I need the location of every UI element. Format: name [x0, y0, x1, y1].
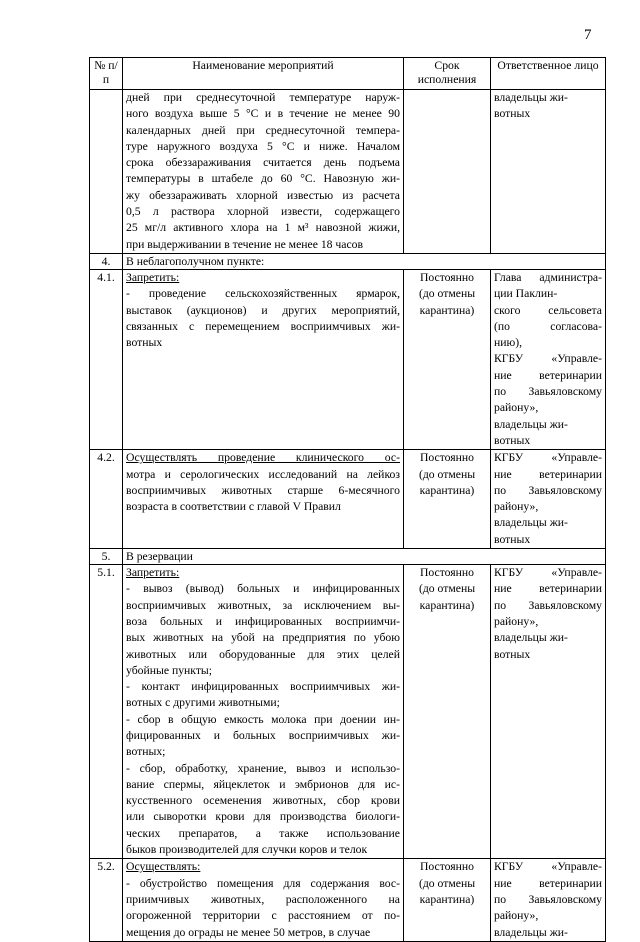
- section-num: 4.: [90, 253, 123, 269]
- term-line: Постоянно: [419, 860, 475, 874]
- measure-line: вание спермы, яйцеклеток и эмбрионов для ис-: [126, 777, 400, 791]
- responsible-line: КГБУ «Управле-: [494, 352, 602, 366]
- measure-line: Осуществлять:: [126, 860, 201, 874]
- responsible-line: ние ветеринарии: [494, 368, 602, 382]
- cell-responsible: [491, 269, 606, 449]
- term-line: Постоянно: [419, 566, 475, 580]
- measures-table: [89, 57, 606, 942]
- responsible-line: КГБУ «Управле-: [494, 860, 602, 874]
- measure-line: срока обеззараживания считается день подъема: [126, 156, 400, 170]
- table-row-5-1: [90, 565, 606, 859]
- term-line: Постоянно: [419, 451, 475, 465]
- cell-responsible: [491, 90, 606, 254]
- measure-line: - сбор, обработку, хранение, вывоз и использо-: [126, 761, 400, 775]
- measure-line: восприимчивых животных старше 6-месячного: [126, 483, 400, 497]
- measure-line: приимчивых животных, расположенного на: [126, 892, 400, 906]
- cell-num: 4.1.: [90, 269, 123, 449]
- section-row-5: [90, 549, 606, 565]
- measure-line: дней при среднесуточной температуре наруж-: [126, 91, 400, 104]
- term-line: (до отмены: [418, 287, 476, 301]
- cell-measure: [123, 450, 404, 549]
- term-line: карантина): [419, 892, 475, 906]
- term-line: карантина): [419, 483, 475, 497]
- responsible-line: (по согласова-: [494, 319, 602, 333]
- measure-line: фицированных и больных восприимчивых жи-: [126, 728, 400, 742]
- measure-line: при выдерживании в течение не менее 18 часов: [126, 237, 364, 251]
- responsible-line: ние ветеринарии: [494, 467, 602, 481]
- responsible-line: по Завьяловскому: [494, 892, 602, 906]
- table-row-4-1: [90, 269, 606, 449]
- responsible-line: району»,: [494, 500, 539, 514]
- responsible-line: Глава администра-: [494, 270, 602, 284]
- cell-term: [404, 859, 491, 941]
- measure-line: 0,5 л раствора хлорной извести, содержащего: [126, 205, 400, 219]
- term-line: (до отмены: [418, 467, 476, 481]
- measure-line: выставок (аукционов) и других мероприятий,: [126, 303, 400, 317]
- responsible-line: владельцы жи-: [494, 417, 568, 431]
- measure-line: вотных с другими животными;: [126, 696, 280, 710]
- cell-term: [404, 269, 491, 449]
- section-title: В неблагополучном пункте:: [123, 253, 606, 269]
- term-line: (до отмены: [418, 582, 476, 596]
- measure-line: мещения до ограды не менее 50 метров, в случае: [126, 925, 371, 939]
- responsible-line: району»,: [494, 909, 539, 923]
- header-name: Наименование мероприятий: [123, 58, 404, 90]
- responsible-line: по Завьяловскому: [494, 483, 602, 497]
- cell-responsible: [491, 565, 606, 859]
- responsible-line: владельцы жи-: [494, 516, 568, 530]
- measure-line: воза больных и инфицированных восприимчи-: [126, 614, 400, 628]
- term-line: (до отмены: [418, 876, 476, 890]
- section-num: 5.: [90, 549, 123, 565]
- measure-line: убойные пункты;: [126, 663, 213, 677]
- responsible-line: КГБУ «Управле-: [494, 451, 602, 465]
- header-num: № п/п: [90, 58, 123, 90]
- page-number: 7: [584, 27, 592, 43]
- measure-line: ческих препаратов, а также использование: [126, 826, 400, 840]
- responsible-line: КГБУ «Управле-: [494, 566, 602, 580]
- measure-line: вых животных на убой на предприятия по убою: [126, 631, 400, 645]
- responsible-line: ции Паклин-: [494, 287, 558, 301]
- measure-line: мотра и серологических исследований на лейкоз: [126, 467, 400, 481]
- cell-num: [90, 90, 123, 254]
- measure-line: - проведение сельскохозяйственных ярмарок,: [126, 287, 400, 301]
- measure-line: связанных с перемещением восприимчивых жи-: [126, 319, 400, 333]
- cell-term: [404, 565, 491, 859]
- term-line: карантина): [419, 598, 475, 612]
- responsible-line: району»,: [494, 614, 539, 628]
- term-line: карантина): [419, 303, 475, 317]
- measure-line: или сыворотки крови для производства биологи-: [126, 810, 400, 824]
- measure-line: возраста в соответствии с главой V Правил: [126, 500, 341, 514]
- measure-line: Запретить:: [126, 566, 180, 580]
- cell-num: 4.2.: [90, 450, 123, 549]
- table-row-5-2: [90, 859, 606, 941]
- responsible-line: по Завьяловскому: [494, 598, 602, 612]
- responsible-line: владельцы жи-: [494, 631, 568, 645]
- table-header-row: [90, 58, 606, 90]
- cell-term: [404, 450, 491, 549]
- cell-term: [404, 90, 491, 254]
- cell-num: 5.2.: [90, 859, 123, 941]
- measure-line: восприимчивых животных, за исключением вы-: [126, 598, 400, 612]
- cell-responsible: [491, 450, 606, 549]
- responsible-line: вотных: [494, 532, 531, 546]
- table-row-continuation: [90, 90, 606, 254]
- responsible-line: по Завьяловскому: [494, 385, 602, 399]
- responsible-line: ского сельсовета: [494, 303, 602, 317]
- measure-line: вотных;: [126, 745, 166, 759]
- measure-line: 25 мг/л активного хлора на 1 м³ навозной жижи,: [126, 221, 400, 235]
- measure-line: животных или оборудованные для этих целей: [126, 647, 400, 661]
- header-responsible: Ответственное лицо: [491, 58, 606, 90]
- responsible-line: нию),: [494, 336, 523, 350]
- measure-line: - обустройство помещения для содержания вос-: [126, 876, 400, 890]
- measure-line: жу обеззараживать хлорной известью из расчета: [126, 188, 400, 202]
- measure-line: Запретить:: [126, 270, 180, 284]
- responsible-line: вотных: [494, 647, 531, 661]
- term-line: Постоянно: [419, 270, 475, 284]
- measure-line: - контакт инфицированных восприимчивых жи-: [126, 680, 400, 694]
- responsible-line: району»,: [494, 401, 539, 415]
- measure-line: ного воздуха выше 5 °С и в течение не менее 90: [126, 107, 400, 121]
- measure-line: - вывоз (вывод) больных и инфицированных: [126, 582, 400, 596]
- measure-line: календарных дней при среднесуточной темпера-: [126, 123, 400, 137]
- measure-line: Осуществлять проведение клинического ос-: [126, 451, 400, 465]
- table-row-4-2: [90, 450, 606, 549]
- responsible-line: вотных: [494, 433, 531, 447]
- responsible-line: ние ветеринарии: [494, 876, 602, 890]
- responsible-line: владельцы жи-: [494, 91, 568, 104]
- cell-responsible: [491, 859, 606, 941]
- header-term: Срок исполнения: [404, 58, 491, 90]
- responsible-line: вотных: [494, 107, 531, 121]
- measure-line: быков производителей для случки коров и телок: [126, 843, 368, 857]
- cell-measure: [123, 90, 404, 254]
- measure-line: - сбор в общую емкость молока при доении ин-: [126, 712, 400, 726]
- section-title: В резервации: [123, 549, 606, 565]
- cell-measure: [123, 269, 404, 449]
- measure-line: температуры в штабеле до 60 °С. Навозную жи-: [126, 172, 400, 186]
- measure-line: огороженной территории с расстоянием от по-: [126, 909, 400, 923]
- measure-line: туре наружного воздуха 5 °С и ниже. Началом: [126, 139, 400, 153]
- measure-line: вотных: [126, 336, 163, 350]
- responsible-line: ние ветеринарии: [494, 582, 602, 596]
- responsible-line: владельцы жи-: [494, 925, 568, 939]
- section-row-4: [90, 253, 606, 269]
- cell-measure: [123, 565, 404, 859]
- measure-line: кусственного осеменения животных, сбор крови: [126, 794, 400, 808]
- cell-measure: [123, 859, 404, 941]
- cell-num: 5.1.: [90, 565, 123, 859]
